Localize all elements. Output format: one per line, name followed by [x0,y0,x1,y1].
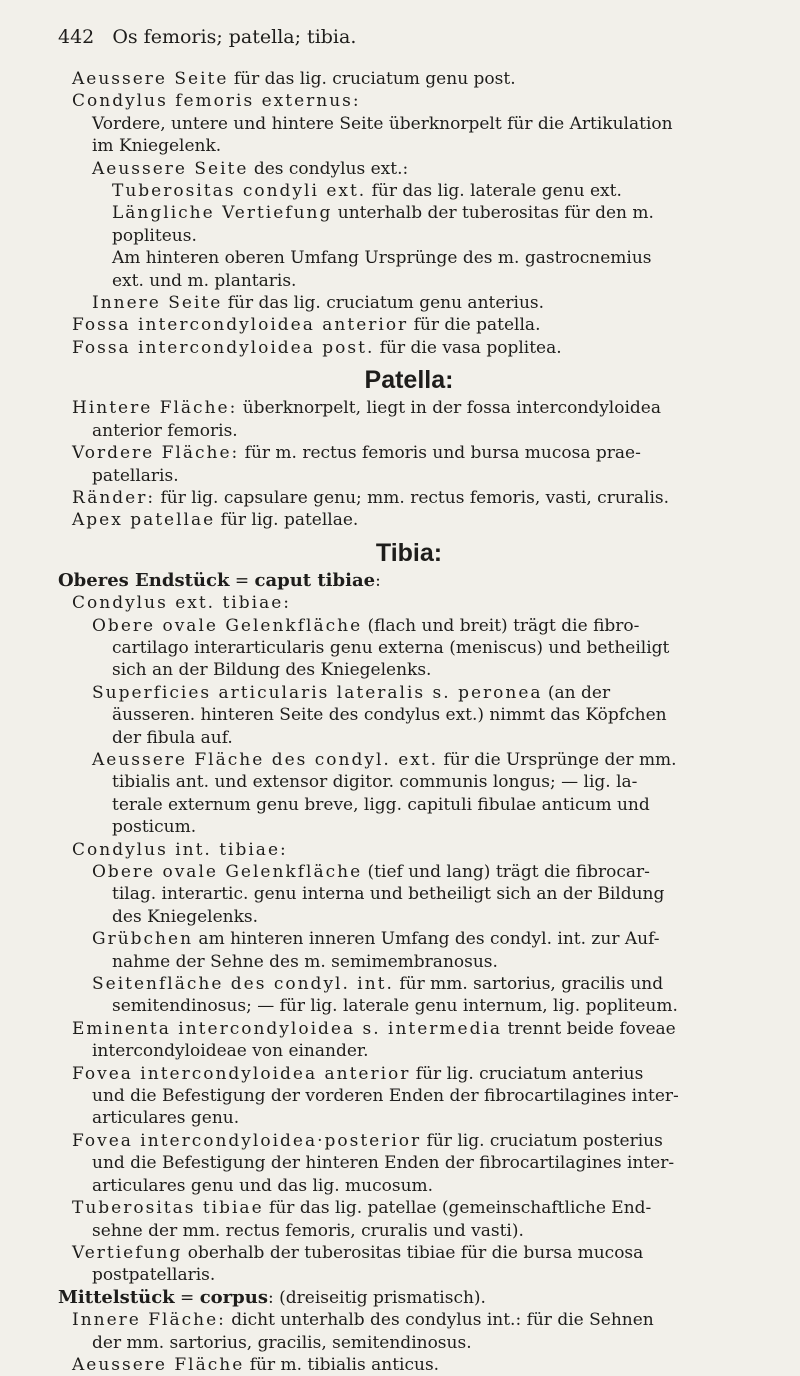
text-line [58,1287,760,1309]
term: Tuberositas tibiae [72,1198,264,1219]
term: Fovea intercondyloidea·posterior [72,1130,422,1151]
term: Fossa intercondyloidea post. [72,337,375,358]
text-line [58,883,760,905]
term: Eminenta intercondyloidea s. intermedia [72,1018,503,1039]
term: corpus [199,1286,268,1308]
text-run: für lig. cruciatum posterius [421,1130,663,1151]
tibia-heading: Tibia: [375,538,443,567]
term: Vertiefung [72,1242,183,1263]
text-run: Am hinteren oberen Umfang Ursprünge des m. gastrocnemius [112,248,652,269]
text-line [58,1063,760,1085]
text-line [58,158,760,180]
text-run: = [229,570,255,591]
text-line [58,1152,760,1174]
text-run: articulares genu und das lig. mucosum. [92,1175,434,1196]
text-line [58,135,760,157]
term: Superficies articularis lateralis s. peronea [92,682,543,703]
text-line [58,1309,760,1331]
text-line [58,727,760,749]
text-run: für das lig. laterale genu ext. [366,181,622,202]
patella-heading: Patella: [364,366,454,395]
text-line [58,442,760,464]
text-line [58,1107,760,1129]
term: Aeussere Fläche des condyl. ext. [92,749,439,770]
text-run: (tief und lang) trägt die fibrocar- [362,862,650,882]
text-run: sehne der mm. rectus femoris, cruralis und vasti). [92,1220,524,1241]
term: Hintere Fläche: [72,398,238,419]
text-run: im Kniegelenk. [92,136,222,157]
text-line [58,906,760,928]
term: Apex patellae [72,510,216,531]
text-run: der mm. sartorius, gracilis, semitendinosus. [92,1332,472,1353]
text-line [58,1040,760,1062]
text-run: für lig. cruciatum anterius [410,1063,644,1084]
text-line [58,420,760,442]
text-line [58,337,760,359]
term: Fovea intercondyloidea anterior [72,1063,411,1084]
text-line [58,113,760,135]
text-line [58,270,760,292]
text-line [58,1130,760,1152]
text-run: intercondyloideae von einander. [92,1041,369,1062]
text-line [58,704,760,726]
term: Oberes Endstück [58,569,230,591]
text-run: anterior femoris. [92,420,238,441]
text-line [58,1264,760,1286]
text-run: (an der [542,682,611,703]
term: Tuberositas condyli ext. [112,181,367,202]
page-header [58,22,760,52]
term: Condylus int. tibiae: [72,839,288,860]
text-line [58,951,760,973]
tibia-section [58,570,760,1376]
page-number: 442 [58,26,95,48]
text-run: Vordere, untere und hintere Seite überknorpelt für die Artikulation [92,113,673,134]
text-run: tibialis ant. und extensor digitor. communis longus; — lig. la- [112,772,638,793]
term: Innere Fläche: [72,1310,226,1331]
text-run: articulares genu. [92,1108,240,1129]
text-run: für das lig. cruciatum genu post. [228,69,516,89]
term: Fossa intercondyloidea anterior [72,315,409,336]
text-line [58,247,760,269]
text-run: sich an der Bildung des Kniegelenks. [112,660,432,681]
text-run: für die Ursprünge der mm. [438,749,677,770]
text-run: und die Befestigung der hinteren Enden der fibrocartilagines inter- [92,1153,675,1174]
text-line [58,90,760,112]
text-run: posticum. [112,817,197,838]
text-run: für m. rectus femoris und bursa mucosa prae- [239,443,641,464]
term: Grübchen [92,929,194,950]
term: Aeussere Seite [92,158,249,179]
text-line [58,1197,760,1219]
text-run: terale externum genu breve, ligg. capituli fibulae anticum und [112,794,650,815]
text-line [58,637,760,659]
term: Aeussere Fläche [72,1354,245,1375]
term: Condylus ext. tibiae: [72,593,291,614]
text-line [58,570,760,592]
text-run: für das lig. cruciatum genu anterius. [222,293,545,314]
text-run: = [174,1287,200,1308]
text-run: ext. und m. plantaris. [112,270,297,291]
text-run: am hinteren inneren Umfang des condyl. int. zur Auf- [193,929,660,950]
text-line [58,615,760,637]
text-run: für lig. patellae. [215,510,359,531]
text-line [58,1242,760,1264]
term: Längliche Vertiefung [112,203,333,224]
text-line [58,1018,760,1040]
text-run: : (dreiseitig prismatisch). [267,1287,486,1308]
term: Obere ovale Gelenkfläche [92,862,363,882]
text-line [58,292,760,314]
text-run: der fibula auf. [112,727,233,748]
text-line [58,68,760,90]
text-run: überknorpelt, liegt in der fossa intercondyloidea [237,398,661,419]
text-line [58,1220,760,1242]
text-run: patellaris. [92,465,179,486]
text-line [58,509,760,531]
text-line [58,839,760,861]
text-run: für mm. sartorius, gracilis und [393,974,664,995]
femur-section [58,68,760,359]
text-line [58,861,760,883]
text-run: äusseren. hinteren Seite des condylus ext.) nimmt das Köpfchen [112,705,667,726]
text-line [58,928,760,950]
text-run: tilag. interartic. genu interna und betheiligt sich an der Bildung [112,884,665,905]
text-run: nahme der Sehne des m. semimembranosus. [112,951,498,972]
text-line [58,973,760,995]
term: Obere ovale Gelenkfläche [92,615,363,636]
text-run: trennt beide foveae [502,1018,676,1039]
text-line [58,397,760,419]
text-line [58,225,760,247]
text-line [58,682,760,704]
text-run: für lig. capsulare genu; mm. rectus femoris, vasti, cruralis. [155,487,670,508]
term: Condylus femoris externus: [72,91,361,112]
text-run: popliteus. [112,225,197,246]
text-run: unterhalb der tuberositas für den m. [332,203,654,224]
text-run: des condylus ext.: [248,158,409,179]
text-run: und die Befestigung der vorderen Enden der fibrocartilagines inter- [92,1086,679,1107]
term: Ränder: [72,487,156,508]
text-run: dicht unterhalb des condylus int.: für die Sehnen [225,1310,654,1331]
text-run: für das lig. patellae (gemeinschaftliche End- [263,1198,652,1219]
term: Aeussere Seite [72,69,229,89]
text-run: postpatellaris. [92,1265,216,1286]
text-run: des Kniegelenks. [112,906,259,927]
text-line [58,1175,760,1197]
text-line [58,465,760,487]
text-run: semitendinosus; — für lig. laterale genu internum, lig. popliteum. [112,996,678,1017]
text-line [58,1354,760,1376]
text-line [58,487,760,509]
patella-section [58,397,760,531]
text-run: für die patella. [408,315,541,336]
text-run: für m. tibialis anticus. [244,1354,440,1375]
term: Seitenfläche des condyl. int. [92,974,394,995]
text-run: oberhalb der tuberositas tibiae für die bursa mucosa [182,1242,644,1263]
term: Vordere Fläche: [72,443,240,464]
term: Innere Seite [92,293,223,314]
text-line [58,202,760,224]
text-line [58,794,760,816]
text-run: (flach und breit) trägt die fibro- [362,615,640,636]
text-run: cartilago interarticularis genu externa (meniscus) und betheiligt [112,637,670,658]
text-line [58,1332,760,1354]
text-line [58,749,760,771]
text-run: für die vasa poplitea. [374,337,562,358]
text-line [58,592,760,614]
text-line [58,659,760,681]
text-line [58,1085,760,1107]
text-line [58,314,760,336]
term: Mittelstück [58,1286,175,1308]
text-line [58,771,760,793]
text-line [58,816,760,838]
text-run: : [375,570,381,591]
text-line [58,995,760,1017]
running-title: Os femoris; patella; tibia. [112,26,357,48]
text-line [58,180,760,202]
term: caput tibiae [254,569,376,591]
